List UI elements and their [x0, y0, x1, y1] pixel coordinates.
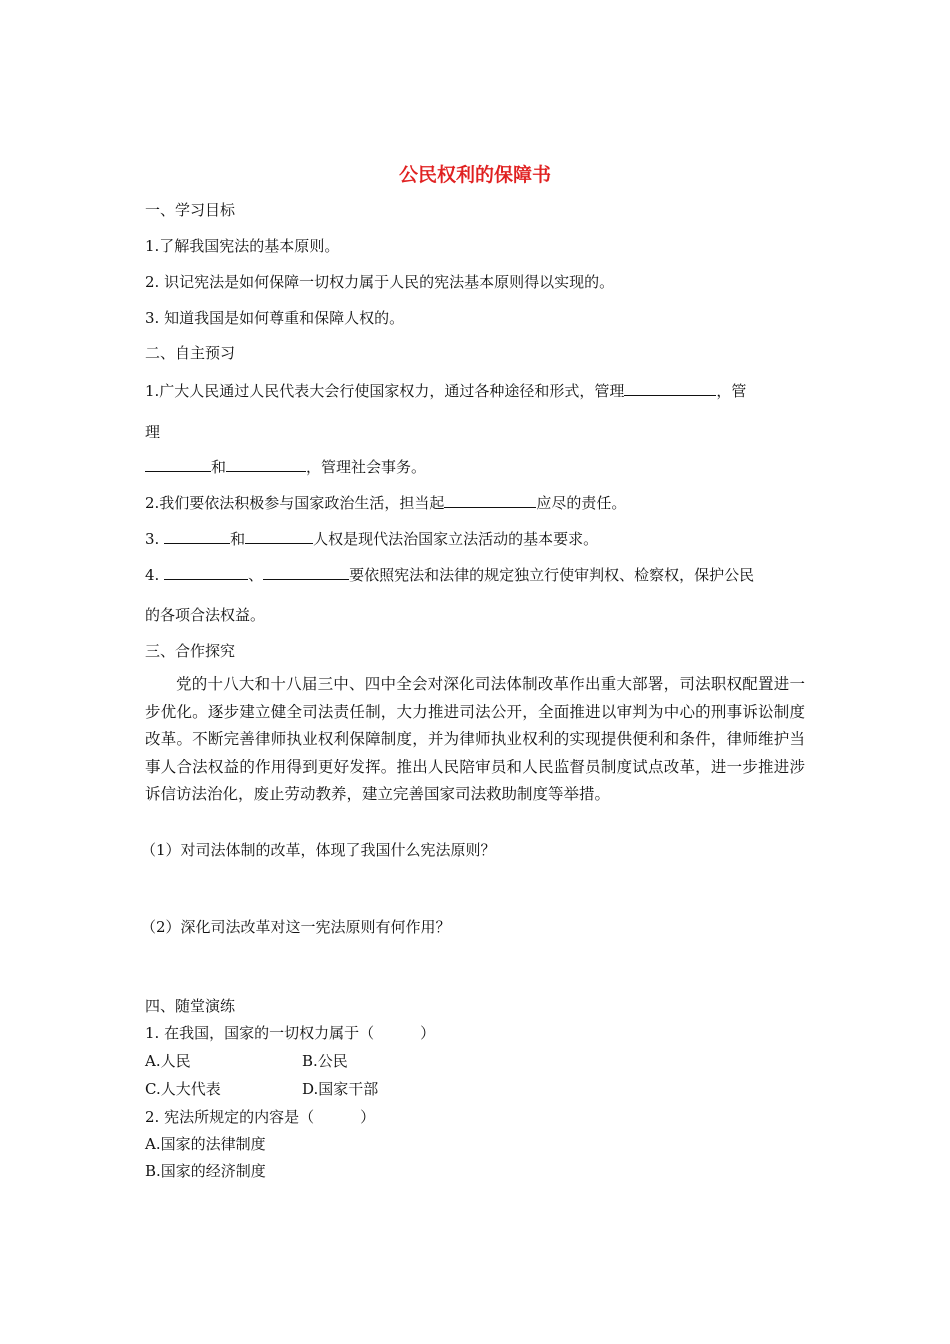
fill-blank[interactable] — [145, 457, 211, 472]
option-a: A.国家的法律制度 — [145, 1135, 266, 1153]
option-d: D.国家干部 — [302, 1080, 379, 1098]
option-b: B.国家的经济制度 — [145, 1162, 266, 1180]
question-text: 要依照宪法和法律的规定独立行使审判权、检察权，保护公民 — [349, 566, 755, 584]
option-c: C.人大代表 — [145, 1080, 221, 1098]
question-text: 3. — [145, 530, 165, 548]
preview-question-1-wrap: 理 — [145, 423, 161, 441]
preview-question-3 — [145, 528, 598, 550]
explore-question-1: （1）对司法体制的改革，体现了我国什么宪法原则？ — [141, 841, 496, 859]
question-text: 和 — [211, 458, 227, 476]
preview-question-4 — [145, 564, 754, 586]
goal-item-2: 2. 识记宪法是如何保障一切权力属于人民的宪法基本原则得以实现的。 — [145, 273, 615, 291]
fill-blank[interactable] — [226, 457, 306, 472]
preview-question-1 — [145, 380, 746, 402]
explore-question-2: （2）深化司法改革对这一宪法原则有何作用？ — [141, 918, 451, 936]
goal-item-1: 1.了解我国宪法的基本原则。 — [145, 237, 340, 255]
page-title: 公民权利的保障书 — [398, 164, 551, 186]
question-text: 人权是现代法治国家立法活动的基本要求。 — [313, 530, 599, 548]
practice-question-2 — [145, 1106, 375, 1128]
preview-question-1-cont — [145, 456, 426, 478]
question-stem: 2. 宪法所规定的内容是（ — [145, 1108, 315, 1126]
option-b: B.公民 — [302, 1052, 348, 1070]
question-text: 和 — [230, 530, 246, 548]
question-text: 1.广大人民通过人民代表大会行使国家权力，通过各种途径和形式，管理 — [145, 382, 625, 400]
question-stem-close: ） — [360, 1108, 376, 1126]
section-heading-explore: 三、合作探究 — [145, 642, 236, 660]
fill-blank[interactable] — [444, 493, 536, 508]
question-stem-close: ） — [420, 1024, 436, 1042]
fill-blank[interactable] — [164, 529, 230, 544]
question-text: 、 — [248, 566, 264, 584]
option-a: A.人民 — [145, 1052, 191, 1070]
preview-question-2 — [145, 492, 626, 514]
case-paragraph: 党的十八大和十八届三中、四中全会对深化司法体制改革作出重大部署，司法职权配置进一步优化。逐步建立健全司法责任制，大力推进司法公开，全面推进以审判为中心的刑事诉讼制度改革。不断完善律师执业权利保障制度，并为律师执业权利的实现提供便利和条件，律师维护当事人合法权益的作用得到更好发挥。推出人民陪审员和人民监督员制度试点改革，进一步推进涉诉信访法治化，废止劳动教养，建立完善国家司法救助制度等举措。 — [145, 675, 805, 803]
question-text: ，管 — [716, 382, 747, 400]
fill-blank[interactable] — [164, 565, 248, 580]
fill-blank[interactable] — [245, 529, 313, 544]
question-stem: 1. 在我国，国家的一切权力属于（ — [145, 1024, 375, 1042]
question-text: 应尽的责任。 — [536, 494, 627, 512]
section-heading-goals: 一、学习目标 — [145, 201, 236, 219]
fill-blank[interactable] — [263, 565, 349, 580]
question-text: 4. — [145, 566, 165, 584]
question-text: 2.我们要依法积极参与国家政治生活，担当起 — [145, 494, 445, 512]
preview-question-4-cont: 的各项合法权益。 — [145, 606, 266, 624]
question-text: ，管理社会事务。 — [306, 458, 427, 476]
practice-question-1 — [145, 1022, 435, 1044]
goal-item-3: 3. 知道我国是如何尊重和保障人权的。 — [145, 309, 405, 327]
fill-blank[interactable] — [624, 381, 716, 396]
section-heading-practice: 四、随堂演练 — [145, 997, 236, 1015]
section-heading-preview: 二、自主预习 — [145, 344, 236, 362]
